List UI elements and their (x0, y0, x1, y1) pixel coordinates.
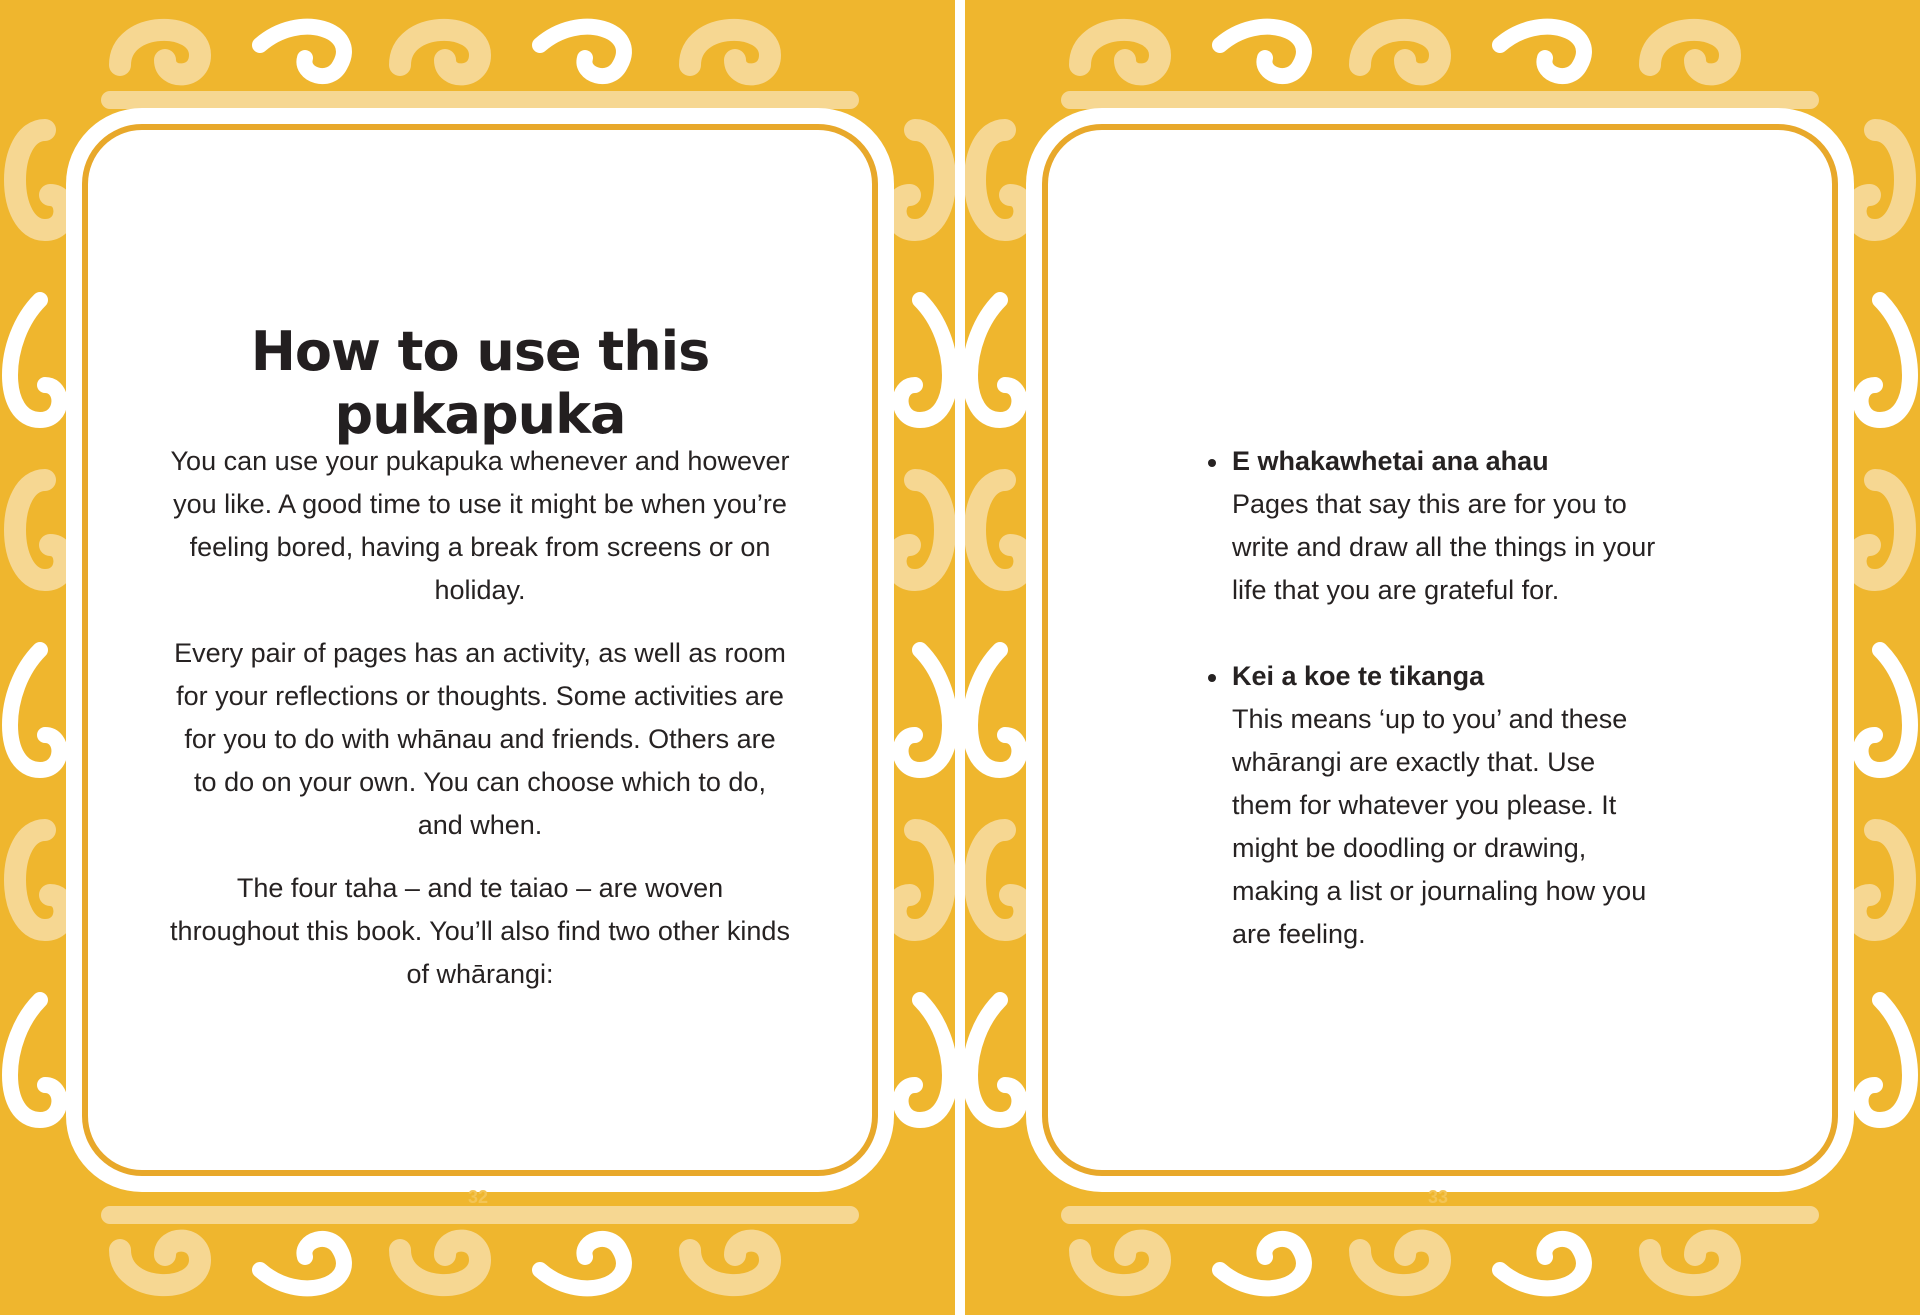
bullet-icon (1208, 459, 1216, 467)
list-item (1200, 440, 1660, 612)
intro-text (170, 440, 790, 1016)
page-number-right: 33 (1427, 1187, 1449, 1207)
bullet-icon (1208, 674, 1216, 682)
list-item-text: This means ‘up to you’ and these whārangi are exactly that. Use them for whatever you please. It might be doodling or drawing, making a list or journaling how you are feeling. (1232, 704, 1647, 949)
list-item (1200, 655, 1660, 956)
page-number-left: 32 (467, 1187, 489, 1207)
book-gutter (955, 0, 965, 1315)
list-item-text: Pages that say this are for you to write and draw all the things in your life that you are grateful for. (1232, 489, 1656, 605)
paragraph: You can use your pukapuka whenever and however you like. A good time to use it might be when you’re feeling bored, having a break from screens or on holiday. (170, 446, 790, 605)
list-item-title: E whakawhetai ana ahau (1232, 446, 1549, 476)
whārangi-types-list (1200, 440, 1660, 999)
paragraph: Every pair of pages has an activity, as well as room for your reflections or thoughts. Some activities are for you to do with whānau and friends. Others are to do on your own. You can choose which to do, and when. (174, 638, 786, 840)
list-item-title: Kei a koe te tikanga (1232, 661, 1485, 691)
page-title: How to use this pukapuka (250, 320, 710, 446)
paragraph: The four taha – and te taiao – are woven throughout this book. You’ll also find two other kinds of whārangi: (170, 873, 790, 989)
